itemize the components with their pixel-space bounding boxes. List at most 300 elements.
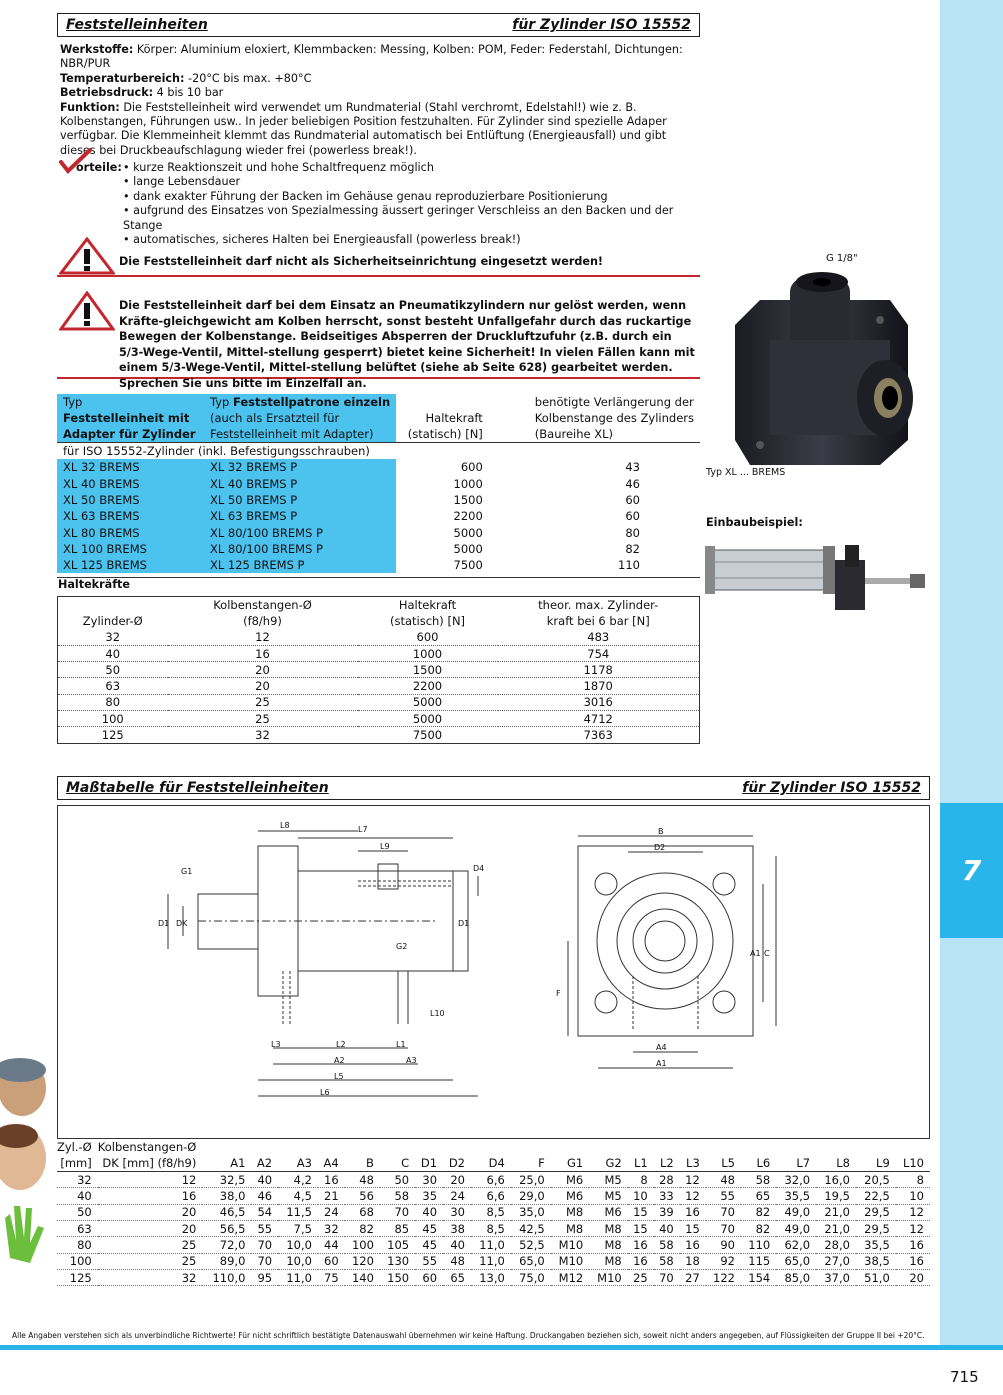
table-cell: XL 80/100 BREMS P	[204, 524, 396, 540]
table-cell: 82	[345, 1220, 380, 1236]
table-cell: 21	[318, 1188, 345, 1204]
table-row	[57, 475, 700, 491]
table-cell: 1000	[358, 645, 498, 661]
table-row	[58, 694, 700, 710]
table-header-cell: A3	[278, 1155, 318, 1171]
table-cell: M8	[589, 1220, 628, 1236]
table-cell: 33	[654, 1188, 680, 1204]
table-cell: M8	[589, 1237, 628, 1253]
dim-label: L6	[320, 1088, 330, 1097]
table-header-cell: (auch als Ersatzteil für	[204, 410, 396, 426]
table-cell: 65,0	[776, 1253, 816, 1269]
table-cell: 54	[251, 1204, 278, 1220]
table-cell: 30	[415, 1172, 443, 1188]
table-cell: 70	[380, 1204, 415, 1220]
table-cell: XL 40 BREMS	[57, 475, 204, 491]
table-cell: 45	[415, 1220, 443, 1236]
table-header-cell: Typ	[57, 394, 204, 410]
table-cell: 72,0	[202, 1237, 251, 1253]
table-cell: 60	[625, 492, 640, 507]
table-cell: 12	[896, 1204, 930, 1220]
table-cell: 110,0	[202, 1269, 251, 1285]
table-cell: 25,0	[511, 1172, 551, 1188]
table-header-cell: G2	[589, 1155, 628, 1171]
table-cell: 1870	[498, 678, 700, 694]
table-cell: 7,5	[278, 1220, 318, 1236]
table-cell: 122	[706, 1269, 741, 1285]
footer-note: Alle Angaben verstehen sich als unverbindliche Richtwerte! Für nicht schriftlich bestätigte Datenauswahl übernehmen wir keine Haftung. Druckangaben beziehen sich, soweit nicht anders angegeben, auf Flüssigkeiten der Gruppe II bei +20°C.	[12, 1331, 925, 1340]
table-section-row: für ISO 15552-Zylinder (inkl. Befestigungsschrauben)	[63, 444, 370, 459]
table-cell: 40	[58, 645, 168, 661]
table-cell: 10,0	[278, 1237, 318, 1253]
table-cell: 100	[58, 711, 168, 727]
table-header-cell: Zylinder-Ø	[82, 613, 143, 628]
table-cell: 125	[57, 1269, 98, 1285]
table-cell: XL 80/100 BREMS P	[204, 541, 396, 557]
table-cell: 25	[168, 711, 358, 727]
table-cell: 125	[58, 727, 168, 743]
table-cell: 7500	[453, 558, 483, 573]
table-cell: 105	[380, 1237, 415, 1253]
table-cell: XL 125 BREMS	[57, 557, 204, 573]
table-row	[57, 459, 700, 475]
table-cell: 1000	[453, 476, 483, 491]
table-cell: 15	[628, 1220, 654, 1236]
table-cell: M5	[589, 1172, 628, 1188]
table-cell: 19,5	[816, 1188, 856, 1204]
table-cell: 50	[58, 662, 168, 678]
table-cell: 63	[57, 1220, 98, 1236]
table-cell: 29,0	[511, 1188, 551, 1204]
table-cell: 5000	[453, 541, 483, 556]
table-cell: XL 63 BREMS P	[204, 508, 396, 524]
decorative-images	[0, 1058, 50, 1278]
table-cell: 70	[251, 1253, 278, 1269]
table-header-cell: kraft bei 6 bar [N]	[546, 613, 650, 628]
table-cell: 16	[896, 1253, 930, 1269]
table-cell: 70	[654, 1269, 680, 1285]
dim-label: L1	[396, 1040, 406, 1049]
table-cell: 52,5	[511, 1237, 551, 1253]
table-cell: 130	[380, 1253, 415, 1269]
technical-drawing	[58, 806, 931, 1140]
table-cell: 100	[57, 1253, 98, 1269]
table-cell: 16	[168, 645, 358, 661]
table-cell: 32	[318, 1220, 345, 1236]
table-cell: XL 32 BREMS	[57, 459, 204, 475]
table-cell: 44	[318, 1237, 345, 1253]
table-cell: 483	[498, 629, 700, 645]
table-header-cell	[58, 597, 168, 613]
table-cell: M6	[551, 1172, 590, 1188]
table-cell: 35,0	[511, 1204, 551, 1220]
table-cell: 58	[654, 1253, 680, 1269]
table-cell: 20	[896, 1269, 930, 1285]
table-cell: 68	[345, 1204, 380, 1220]
table-cell: 25	[98, 1253, 203, 1269]
table-cell: 40	[57, 1188, 98, 1204]
install-label: Einbaubeispiel:	[706, 516, 803, 529]
header-subtitle: für Zylinder ISO 15552	[742, 780, 921, 796]
table-row	[57, 1220, 930, 1236]
table-cell: 16	[318, 1172, 345, 1188]
table-cell: 35,5	[856, 1237, 896, 1253]
table-cell: 40	[251, 1172, 278, 1188]
table-cell: 92	[706, 1253, 741, 1269]
table-row	[57, 1172, 930, 1188]
product-table	[57, 394, 700, 573]
table-cell: 65,0	[511, 1253, 551, 1269]
table-header-cell: Kolbenstangen-Ø	[213, 597, 312, 612]
table-cell: 3016	[498, 694, 700, 710]
table-cell: 20	[98, 1220, 203, 1236]
table-cell: M10	[589, 1269, 628, 1285]
table-cell: M8	[551, 1204, 590, 1220]
dim-label: L9	[380, 842, 390, 851]
table-header-cell: Haltekraft	[398, 597, 457, 612]
table-cell: 110	[741, 1237, 776, 1253]
table-cell: 20	[443, 1172, 471, 1188]
table-cell: 40	[443, 1237, 471, 1253]
header-subtitle: für Zylinder ISO 15552	[512, 17, 691, 33]
table-header-cell: L7	[776, 1155, 816, 1171]
list-item: • lange Lebensdauer	[123, 175, 241, 189]
table-cell: 4712	[498, 711, 700, 727]
warning-box	[57, 236, 700, 277]
table-cell: 24	[318, 1204, 345, 1220]
table-cell: 16	[628, 1253, 654, 1269]
table-header-cell: Haltekraft	[425, 411, 483, 426]
table-cell: 6,6	[471, 1188, 511, 1204]
table-row	[58, 662, 700, 678]
table-header-cell: L9	[856, 1155, 896, 1171]
spec-line: Betriebsdruck: 4 bis 10 bar	[60, 86, 224, 100]
table-cell: M10	[551, 1237, 590, 1253]
table-header-cell: D1	[415, 1155, 443, 1171]
table-row	[57, 1253, 930, 1269]
table-cell: 37,0	[816, 1269, 856, 1285]
table-cell: 4,2	[278, 1172, 318, 1188]
table-cell: XL 80 BREMS	[57, 524, 204, 540]
dimension-drawing	[57, 805, 930, 1139]
table-cell: 154	[741, 1269, 776, 1285]
table-cell: 600	[358, 629, 498, 645]
table-header-cell: Feststelleinheit mit Adapter)	[204, 427, 396, 443]
install-example-image	[705, 540, 930, 620]
table-cell: 5000	[358, 711, 498, 727]
table-cell: 56,5	[202, 1220, 251, 1236]
warning-icon	[59, 237, 115, 275]
table-cell: 45	[415, 1237, 443, 1253]
list-item: • kurze Reaktionszeit und hohe Schaltfrequenz möglich	[123, 161, 434, 174]
spec-line: Werkstoffe: Körper: Aluminium eloxiert, Klemmbacken: Messing, Kolben: POM, Feder: Federstahl, Dichtungen: NBR/PUR	[60, 43, 683, 71]
divider	[57, 577, 700, 578]
table-cell: XL 40 BREMS P	[204, 475, 396, 491]
table-header-cell: (f8/h9)	[243, 613, 282, 628]
table-cell: 22,5	[856, 1188, 896, 1204]
table-cell: M10	[551, 1253, 590, 1269]
table-header-cell: Feststelleinheit mit	[57, 410, 204, 426]
table-header-cell: Kolbenstangen-Ø	[97, 1140, 197, 1155]
table-header-cell	[396, 394, 523, 410]
list-item: • dank exakter Führung der Backen im Gehäuse genau reproduzierbare Positionierung	[123, 189, 608, 203]
table-cell: 48	[706, 1172, 741, 1188]
table-cell: 18	[680, 1253, 706, 1269]
table-cell: 7500	[358, 727, 498, 743]
table-header-cell: Kolbenstange des Zylinders	[534, 411, 694, 426]
table-cell: 5000	[453, 525, 483, 540]
table-cell: 8	[628, 1172, 654, 1188]
table-row	[58, 629, 700, 645]
header-title: Maßtabelle für Feststelleinheiten	[66, 780, 329, 796]
table-cell: 1178	[498, 662, 700, 678]
dim-label: F	[556, 989, 561, 998]
table-cell: 1500	[358, 662, 498, 678]
table-cell: 60	[415, 1269, 443, 1285]
table-cell: 40	[415, 1204, 443, 1220]
dim-label: A2	[334, 1056, 345, 1065]
table-cell: 32	[98, 1269, 203, 1285]
table-cell: 115	[741, 1253, 776, 1269]
spec-line: Funktion: Die Feststelleinheit wird verwendet um Rundmaterial (Stahl verchromt, Edelstahl!) wie z. B. Kolbenstangen, Führungen usw.. In jeder beliebigen Position festzuhalten. Für Zylinder sind spezielle Adaper verfügbar. Die Klemmeinheit klemmt das Rundmaterial automatisch bei Entlüftung (Energieausfall) und gibt dieses bei Druckbeaufschlagung wieder frei (powerless break!).	[60, 100, 667, 157]
table-cell: 55	[706, 1188, 741, 1204]
section-header	[57, 13, 700, 37]
list-item: • automatisches, sicheres Halten bei Energieausfall (powerless break!)	[123, 233, 521, 247]
table-cell: 70	[706, 1204, 741, 1220]
table-header-cell: L8	[816, 1155, 856, 1171]
table-cell: 85	[380, 1220, 415, 1236]
table-row	[57, 524, 700, 540]
table-cell: 12	[98, 1172, 203, 1188]
table-cell: 90	[706, 1237, 741, 1253]
table-header-cell: L10	[896, 1155, 930, 1171]
table-cell: 4,5	[278, 1188, 318, 1204]
holding-force-table	[57, 596, 700, 744]
table-cell: 120	[345, 1253, 380, 1269]
table-cell: 10	[896, 1188, 930, 1204]
table-cell: 32	[168, 727, 358, 743]
dim-label: L8	[280, 821, 290, 830]
dim-label: G1	[181, 867, 193, 876]
table-cell: 140	[345, 1269, 380, 1285]
table-cell: 5000	[358, 694, 498, 710]
table-header-cell: DK [mm] (f8/h9)	[98, 1155, 203, 1171]
table-cell: 51,0	[856, 1269, 896, 1285]
table-cell: 70	[706, 1220, 741, 1236]
spec-line: Temperaturbereich: -20°C bis max. +80°C	[60, 71, 312, 85]
table-cell: 49,0	[776, 1204, 816, 1220]
table-row	[58, 678, 700, 694]
table-row	[57, 1237, 930, 1253]
table-cell: 100	[345, 1237, 380, 1253]
table-cell: M8	[551, 1220, 590, 1236]
table-cell: 20	[168, 662, 358, 678]
table-cell: 48	[443, 1253, 471, 1269]
table-cell: 46,5	[202, 1204, 251, 1220]
table-cell: XL 100 BREMS	[57, 541, 204, 557]
section-header	[57, 776, 930, 800]
table-cell: 30	[443, 1204, 471, 1220]
table-cell: 75,0	[511, 1269, 551, 1285]
dimension-table	[57, 1139, 930, 1286]
table-row	[57, 1204, 930, 1220]
table-cell: XL 63 BREMS	[57, 508, 204, 524]
table-cell: 10	[628, 1188, 654, 1204]
table-header-cell: L5	[706, 1155, 741, 1171]
advantages-label: orteile:	[76, 161, 122, 174]
table-cell: 21,0	[816, 1220, 856, 1236]
table-cell: 13,0	[471, 1269, 511, 1285]
table-header-cell: L6	[741, 1155, 776, 1171]
table-cell: XL 32 BREMS P	[204, 459, 396, 475]
table-cell: XL 125 BREMS P	[204, 557, 396, 573]
table-cell: 80	[625, 525, 640, 540]
table-header-cell: benötigte Verlängerung der	[534, 395, 694, 410]
table-cell: 49,0	[776, 1220, 816, 1236]
table-header-cell: D2	[443, 1155, 471, 1171]
table-cell: 82	[741, 1220, 776, 1236]
table-cell: 60	[318, 1253, 345, 1269]
table-cell: M6	[551, 1188, 590, 1204]
table-cell: 6,6	[471, 1172, 511, 1188]
table-row	[58, 645, 700, 661]
table-cell: 8,5	[471, 1204, 511, 1220]
dim-label: D2	[654, 843, 666, 852]
warning-box	[57, 283, 700, 390]
table-cell: 16	[680, 1204, 706, 1220]
table-cell: 58	[654, 1237, 680, 1253]
table-cell: 16	[896, 1237, 930, 1253]
table-header-cell: F	[511, 1155, 551, 1171]
table-header-cell: Zyl.-Ø	[57, 1140, 92, 1155]
list-item: • aufgrund des Einsatzes von Spezialmessing äussert geringer Verschleiss an den Backen und der Stange	[123, 204, 674, 232]
port-label: G 1/8"	[826, 253, 858, 264]
table-cell: 43	[625, 460, 640, 475]
table-cell: 38,0	[202, 1188, 251, 1204]
table-cell: 55	[415, 1253, 443, 1269]
table-header-cell: L2	[654, 1155, 680, 1171]
table-cell: M5	[589, 1188, 628, 1204]
table-cell: 754	[498, 645, 700, 661]
table-cell: M6	[589, 1204, 628, 1220]
table-cell: 28,0	[816, 1237, 856, 1253]
table-header-cell: Adapter für Zylinder	[57, 427, 204, 443]
table-cell: 7363	[498, 727, 700, 743]
dim-label: DK	[176, 919, 188, 928]
table-cell: 62,0	[776, 1237, 816, 1253]
table-cell: 50	[380, 1172, 415, 1188]
table-cell: 16	[628, 1237, 654, 1253]
dim-label: L2	[336, 1040, 346, 1049]
table-header-cell: B	[345, 1155, 380, 1171]
table-cell: 50	[57, 1204, 98, 1220]
table-cell: 600	[460, 460, 483, 475]
dim-label: A4	[656, 1043, 667, 1052]
table-cell: 10,0	[278, 1253, 318, 1269]
table-cell: 8,5	[471, 1220, 511, 1236]
table-cell: 27	[680, 1269, 706, 1285]
table-header-cell: (statisch) [N]	[407, 427, 483, 442]
table-cell: 16,0	[816, 1172, 856, 1188]
product-image	[730, 270, 920, 470]
table-cell: 42,5	[511, 1220, 551, 1236]
table-cell: 85,0	[776, 1269, 816, 1285]
dim-label: G2	[396, 942, 408, 951]
table-cell: 20	[168, 678, 358, 694]
dim-label: A1	[656, 1059, 667, 1068]
table-header-cell: theor. max. Zylinder-	[538, 597, 659, 612]
table-cell: 29,5	[856, 1204, 896, 1220]
table-cell: 25	[628, 1269, 654, 1285]
table-header-cell: (statisch) [N]	[389, 613, 466, 628]
right-sidebar	[940, 0, 1003, 1345]
table-cell: 80	[58, 694, 168, 710]
table-cell: 2200	[358, 678, 498, 694]
dim-label: D1	[158, 919, 170, 928]
table-cell: 56	[345, 1188, 380, 1204]
table-cell: 80	[57, 1237, 98, 1253]
table-cell: 12	[680, 1172, 706, 1188]
table-cell: 24	[443, 1188, 471, 1204]
table-header-cell: A4	[318, 1155, 345, 1171]
table-cell: 150	[380, 1269, 415, 1285]
table-cell: 21,0	[816, 1204, 856, 1220]
table-cell: 55	[251, 1220, 278, 1236]
table-cell: 75	[318, 1269, 345, 1285]
table-cell: 25	[98, 1237, 203, 1253]
table-cell: 15	[680, 1220, 706, 1236]
table-cell: 25	[168, 694, 358, 710]
table-cell: 58	[741, 1172, 776, 1188]
table-cell: 58	[380, 1188, 415, 1204]
warning-icon	[59, 291, 115, 331]
table-header-cell: L1	[628, 1155, 654, 1171]
table-cell: 40	[654, 1220, 680, 1236]
table-header-cell: Typ Feststellpatrone einzeln	[204, 394, 396, 410]
dim-label: D4	[473, 864, 485, 873]
table-header-cell: (Baureihe XL)	[534, 427, 614, 442]
table-cell: 95	[251, 1269, 278, 1285]
header-title: Feststelleinheiten	[66, 17, 208, 33]
dim-label: L5	[334, 1072, 344, 1081]
table-cell: 46	[625, 476, 640, 491]
table-row	[57, 492, 700, 508]
warning-text: Die Feststelleinheit darf bei dem Einsatz an Pneumatikzylindern nur gelöst werden, wenn Kräfte-gleichgewicht am Kolben herrscht, sonst besteht Unfallgefahr durch das ruckartige Bewegen der Kolbenstange. Beidseitiges Absperren der Druckluftzufuhr (z.B. durch ein 5/3-Wege-Ventil, Mittel-stellung gesperrt) bietet keine Sicherheit! In vielen Fällen kann mit einem 5/3-Wege-Ventil, Mittel-stellung belüftet (siehe ab Seite 628) gearbeitet werden. Sprechen Sie uns bitte im Einzelfall an.	[119, 299, 695, 390]
table-header-cell: L3	[680, 1155, 706, 1171]
dim-label: L7	[358, 825, 368, 834]
table-header-cell: G1	[551, 1155, 590, 1171]
table-cell: 2200	[453, 509, 483, 524]
table-cell: 8	[896, 1172, 930, 1188]
table-cell: 12	[680, 1188, 706, 1204]
dim-label: D1	[458, 919, 470, 928]
table-cell: 110	[618, 558, 640, 573]
dim-label: B	[658, 827, 664, 836]
table-title: Haltekräfte	[58, 578, 130, 591]
table-row	[57, 557, 700, 573]
table-cell: 27,0	[816, 1253, 856, 1269]
dim-label: C	[764, 949, 770, 958]
table-cell: 20	[98, 1204, 203, 1220]
table-row	[57, 541, 700, 557]
table-cell: 1500	[453, 492, 483, 507]
product-caption: Typ XL ... BREMS	[706, 467, 786, 478]
dim-label: L10	[430, 1009, 445, 1018]
chapter-tab[interactable]: 7	[940, 803, 1003, 938]
table-cell: 11,5	[278, 1204, 318, 1220]
table-row	[57, 508, 700, 524]
table-cell: 65	[741, 1188, 776, 1204]
